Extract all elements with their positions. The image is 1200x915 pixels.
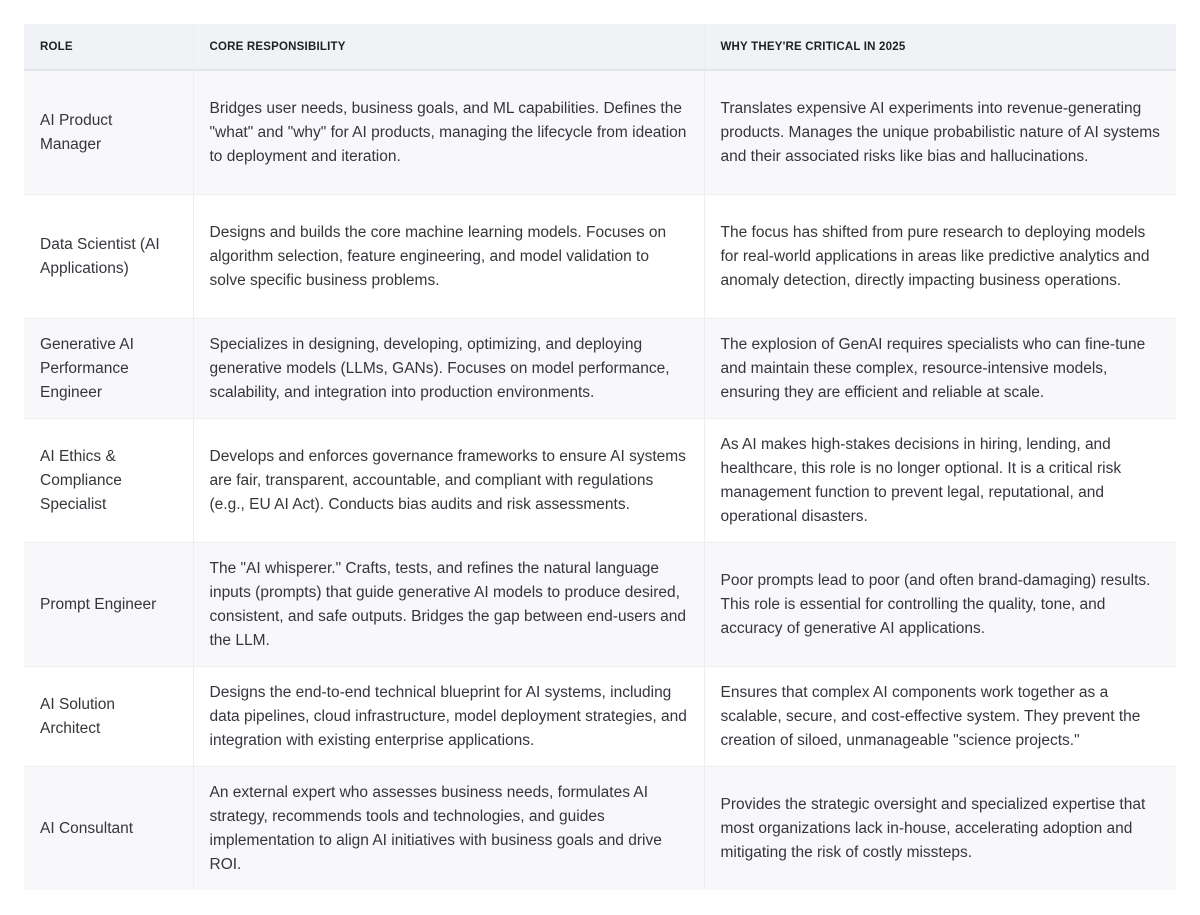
- cell-responsibility: An external expert who assesses business needs, formulates AI strategy, recommends tools and technologies, and guides implementation to align AI initiatives with business goals and drive ROI.: [193, 767, 704, 891]
- table-row: [24, 767, 1176, 891]
- table-row: [24, 70, 1176, 195]
- header-why-critical: WHY THEY'RE CRITICAL IN 2025: [704, 24, 1176, 70]
- table-body: [24, 70, 1176, 890]
- cell-role: AI Consultant: [24, 767, 193, 891]
- cell-role: AI Ethics & Compliance Specialist: [24, 419, 193, 543]
- cell-critical: Poor prompts lead to poor (and often brand-damaging) results. This role is essential for controlling the quality, tone, and accuracy of generative AI applications.: [704, 543, 1176, 667]
- cell-critical: Provides the strategic oversight and specialized expertise that most organizations lack in-house, accelerating adoption and mitigating the risk of costly missteps.: [704, 767, 1176, 891]
- cell-role: AI Solution Architect: [24, 667, 193, 767]
- cell-critical: As AI makes high-stakes decisions in hiring, lending, and healthcare, this role is no longer optional. It is a critical risk management function to prevent legal, reputational, and operational disasters.: [704, 419, 1176, 543]
- roles-table: [24, 24, 1176, 890]
- roles-table-container: [24, 24, 1176, 890]
- header-role: ROLE: [24, 24, 193, 70]
- cell-critical: The explosion of GenAI requires specialists who can fine-tune and maintain these complex, resource-intensive models, ensuring they are efficient and reliable at scale.: [704, 319, 1176, 419]
- table-row: [24, 543, 1176, 667]
- header-row: [24, 24, 1176, 70]
- cell-responsibility: The "AI whisperer." Crafts, tests, and refines the natural language inputs (prompts) that guide generative AI models to produce desired, consistent, and safe outputs. Bridges the gap between end-users and the LLM.: [193, 543, 704, 667]
- cell-role: Generative AI Performance Engineer: [24, 319, 193, 419]
- table-row: [24, 667, 1176, 767]
- cell-responsibility: Designs and builds the core machine learning models. Focuses on algorithm selection, feature engineering, and model validation to solve specific business problems.: [193, 195, 704, 319]
- cell-responsibility: Bridges user needs, business goals, and ML capabilities. Defines the "what" and "why" for AI products, managing the lifecycle from ideation to deployment and iteration.: [193, 70, 704, 195]
- table-row: [24, 195, 1176, 319]
- cell-critical: The focus has shifted from pure research to deploying models for real-world applications in areas like predictive analytics and anomaly detection, directly impacting business operations.: [704, 195, 1176, 319]
- cell-critical: Ensures that complex AI components work together as a scalable, secure, and cost-effective system. They prevent the creation of siloed, unmanageable "science projects.": [704, 667, 1176, 767]
- table-row: [24, 419, 1176, 543]
- cell-critical: Translates expensive AI experiments into revenue-generating products. Manages the unique probabilistic nature of AI systems and their associated risks like bias and hallucinations.: [704, 70, 1176, 195]
- cell-responsibility: Develops and enforces governance frameworks to ensure AI systems are fair, transparent, accountable, and compliant with regulations (e.g., EU AI Act). Conducts bias audits and risk assessments.: [193, 419, 704, 543]
- table-row: [24, 319, 1176, 419]
- cell-responsibility: Specializes in designing, developing, optimizing, and deploying generative models (LLMs, GANs). Focuses on model performance, scalability, and integration into production environments.: [193, 319, 704, 419]
- cell-role: Data Scientist (AI Applications): [24, 195, 193, 319]
- cell-role: Prompt Engineer: [24, 543, 193, 667]
- cell-responsibility: Designs the end-to-end technical blueprint for AI systems, including data pipelines, cloud infrastructure, model deployment strategies, and integration with existing enterprise applications.: [193, 667, 704, 767]
- table-header: [24, 24, 1176, 70]
- cell-role: AI Product Manager: [24, 70, 193, 195]
- header-core-responsibility: CORE RESPONSIBILITY: [193, 24, 704, 70]
